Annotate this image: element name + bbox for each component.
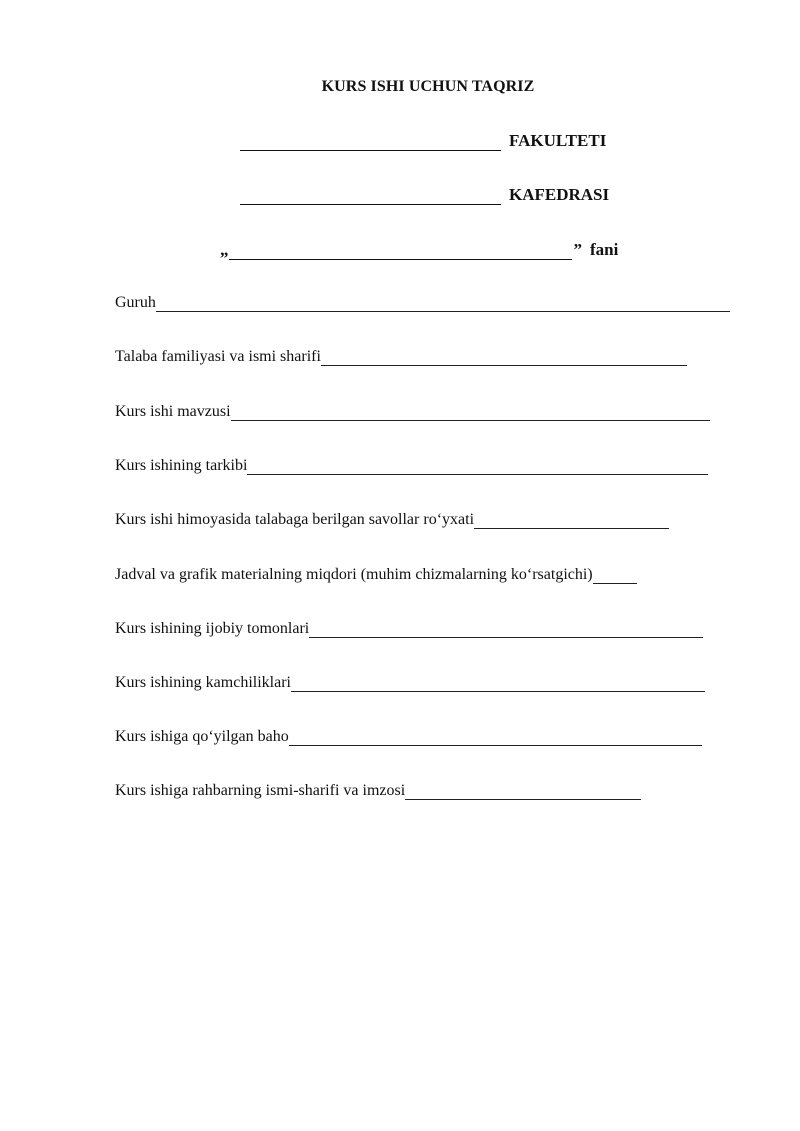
field-blank[interactable] bbox=[309, 621, 703, 638]
subject-label: fani bbox=[590, 240, 619, 259]
field-grade bbox=[115, 728, 702, 746]
document-title: KURS ISHI UCHUN TAQRIZ bbox=[321, 78, 535, 95]
subject-close-quote: ” bbox=[573, 240, 582, 259]
department-line bbox=[240, 185, 609, 205]
field-label: Kurs ishi himoyasida talabaga berilgan savollar ro‘yxati bbox=[115, 511, 475, 528]
field-weaknesses bbox=[115, 674, 705, 692]
field-blank[interactable] bbox=[593, 567, 637, 584]
field-label: Talaba familiyasi va ismi sharifi bbox=[115, 348, 321, 365]
subject-open-quote: „ bbox=[220, 240, 229, 259]
field-label: Kurs ishiga qo‘yilgan baho bbox=[115, 728, 289, 745]
faculty-line bbox=[240, 131, 606, 151]
field-structure bbox=[115, 457, 708, 475]
field-group bbox=[115, 294, 730, 312]
subject-blank[interactable] bbox=[229, 241, 572, 260]
field-blank[interactable] bbox=[291, 675, 705, 692]
field-blank[interactable] bbox=[321, 349, 687, 366]
field-label: Kurs ishi mavzusi bbox=[115, 403, 231, 420]
field-blank[interactable] bbox=[231, 404, 710, 421]
field-blank[interactable] bbox=[289, 729, 702, 746]
field-label: Kurs ishiga rahbarning ismi-sharifi va imzosi bbox=[115, 782, 406, 799]
field-blank[interactable] bbox=[474, 512, 669, 529]
field-questions bbox=[115, 511, 669, 529]
field-label: Guruh bbox=[115, 294, 156, 311]
field-tables-graphics bbox=[115, 566, 637, 584]
subject-line bbox=[220, 240, 618, 260]
field-blank[interactable] bbox=[156, 295, 730, 312]
field-label: Kurs ishining tarkibi bbox=[115, 457, 248, 474]
field-strengths bbox=[115, 620, 703, 638]
field-student-name bbox=[115, 348, 687, 366]
field-blank[interactable] bbox=[405, 783, 641, 800]
field-topic bbox=[115, 403, 710, 421]
faculty-blank[interactable] bbox=[240, 132, 501, 151]
faculty-label: FAKULTETI bbox=[509, 131, 607, 150]
field-supervisor bbox=[115, 782, 641, 800]
field-label: Kurs ishining ijobiy tomonlari bbox=[115, 620, 310, 637]
department-label: KAFEDRASI bbox=[509, 185, 610, 204]
field-label: Kurs ishining kamchiliklari bbox=[115, 674, 291, 691]
department-blank[interactable] bbox=[240, 186, 501, 205]
field-blank[interactable] bbox=[247, 458, 708, 475]
field-label: Jadval va grafik materialning miqdori (muhim chizmalarning ko‘rsatgichi) bbox=[115, 566, 593, 583]
